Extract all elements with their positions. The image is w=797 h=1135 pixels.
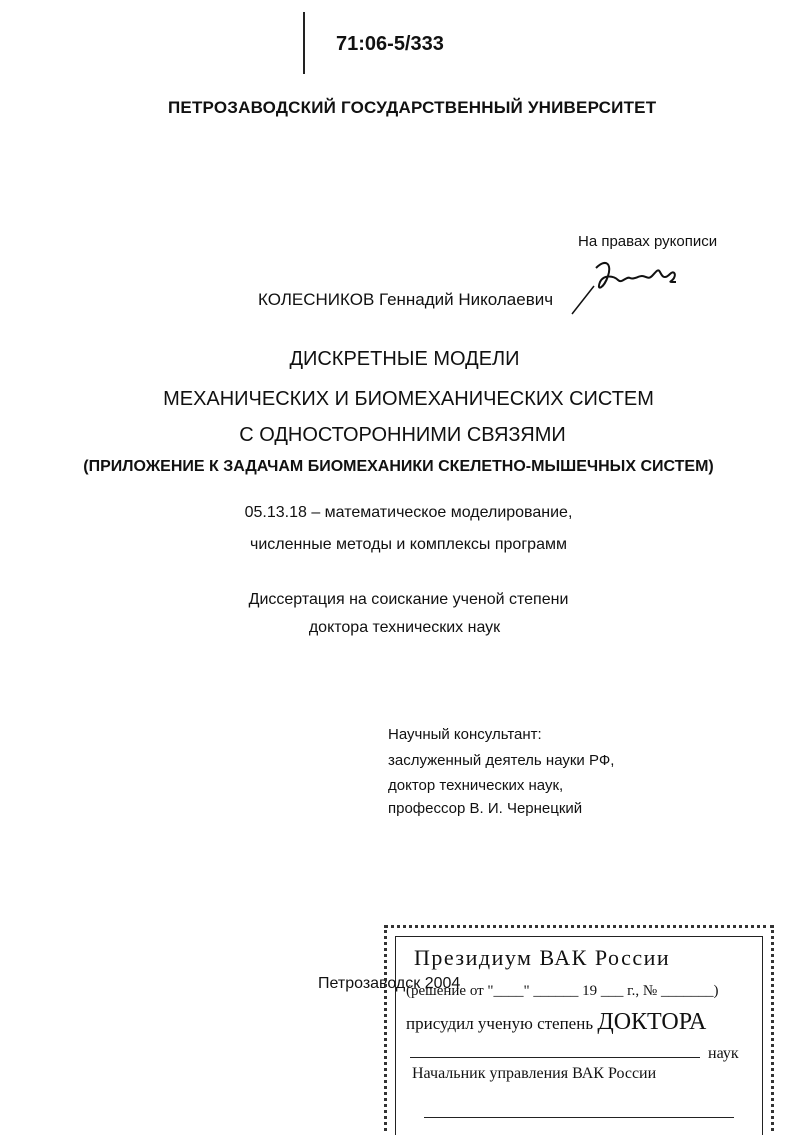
author-name: КОЛЕСНИКОВ Геннадий Николаевич — [258, 290, 554, 309]
title-line-1: ДИСКРЕТНЫЕ МОДЕЛИ — [289, 348, 520, 370]
consultant-title: заслуженный деятель науки РФ, — [388, 752, 615, 769]
city-year: Петрозаводск 2004 — [318, 975, 461, 992]
stamp-degree: ДОКТОРА — [597, 1009, 707, 1035]
dissertation-line-2: доктора технических наук — [308, 619, 501, 636]
signature-mark — [566, 246, 686, 318]
stamp-awarded-text: присудил ученую степень — [406, 1014, 594, 1033]
specialty-line-1: 05.13.18 – математическое моделирование, — [244, 504, 573, 521]
stamp-sciences: наук — [708, 1045, 739, 1062]
consultant-label: Научный консультант: — [388, 726, 542, 743]
university-name: ПЕТРОЗАВОДСКИЙ ГОСУДАРСТВЕННЫЙ УНИВЕРСИТЕТ — [168, 98, 657, 117]
consultant-degree: доктор технических наук, — [388, 777, 564, 794]
vak-stamp — [384, 925, 774, 1131]
stamp-inner-frame — [395, 936, 763, 1135]
specialty-line-2: численные методы и комплексы программ — [250, 536, 567, 553]
dissertation-line-1: Диссертация на соискание ученой степени — [248, 591, 569, 608]
stamp-awarded — [406, 1009, 706, 1036]
rights-note: На правах рукописи — [578, 233, 718, 250]
title-subtitle: (ПРИЛОЖЕНИЕ К ЗАДАЧАМ БИОМЕХАНИКИ СКЕЛЕТНО-МЫШЕЧНЫХ СИСТЕМ) — [83, 458, 714, 475]
consultant-name: профессор В. И. Чернецкий — [388, 800, 583, 817]
stamp-signature-line — [424, 1117, 734, 1118]
stamp-head: Начальник управления ВАК России — [412, 1065, 657, 1082]
title-line-3: С ОДНОСТОРОННИМИ СВЯЗЯМИ — [239, 424, 566, 446]
stamp-decision: (решение от "____" ______ 19 ___ г., № _______) — [406, 983, 719, 999]
document-code: 71:06-5/333 — [336, 33, 444, 55]
stamp-blank-line — [410, 1057, 700, 1058]
title-line-2: МЕХАНИЧЕСКИХ И БИОМЕХАНИЧЕСКИХ СИСТЕМ — [163, 388, 654, 410]
stamp-title: Президиум ВАК России — [414, 945, 671, 970]
scan-margin-line — [303, 12, 305, 74]
